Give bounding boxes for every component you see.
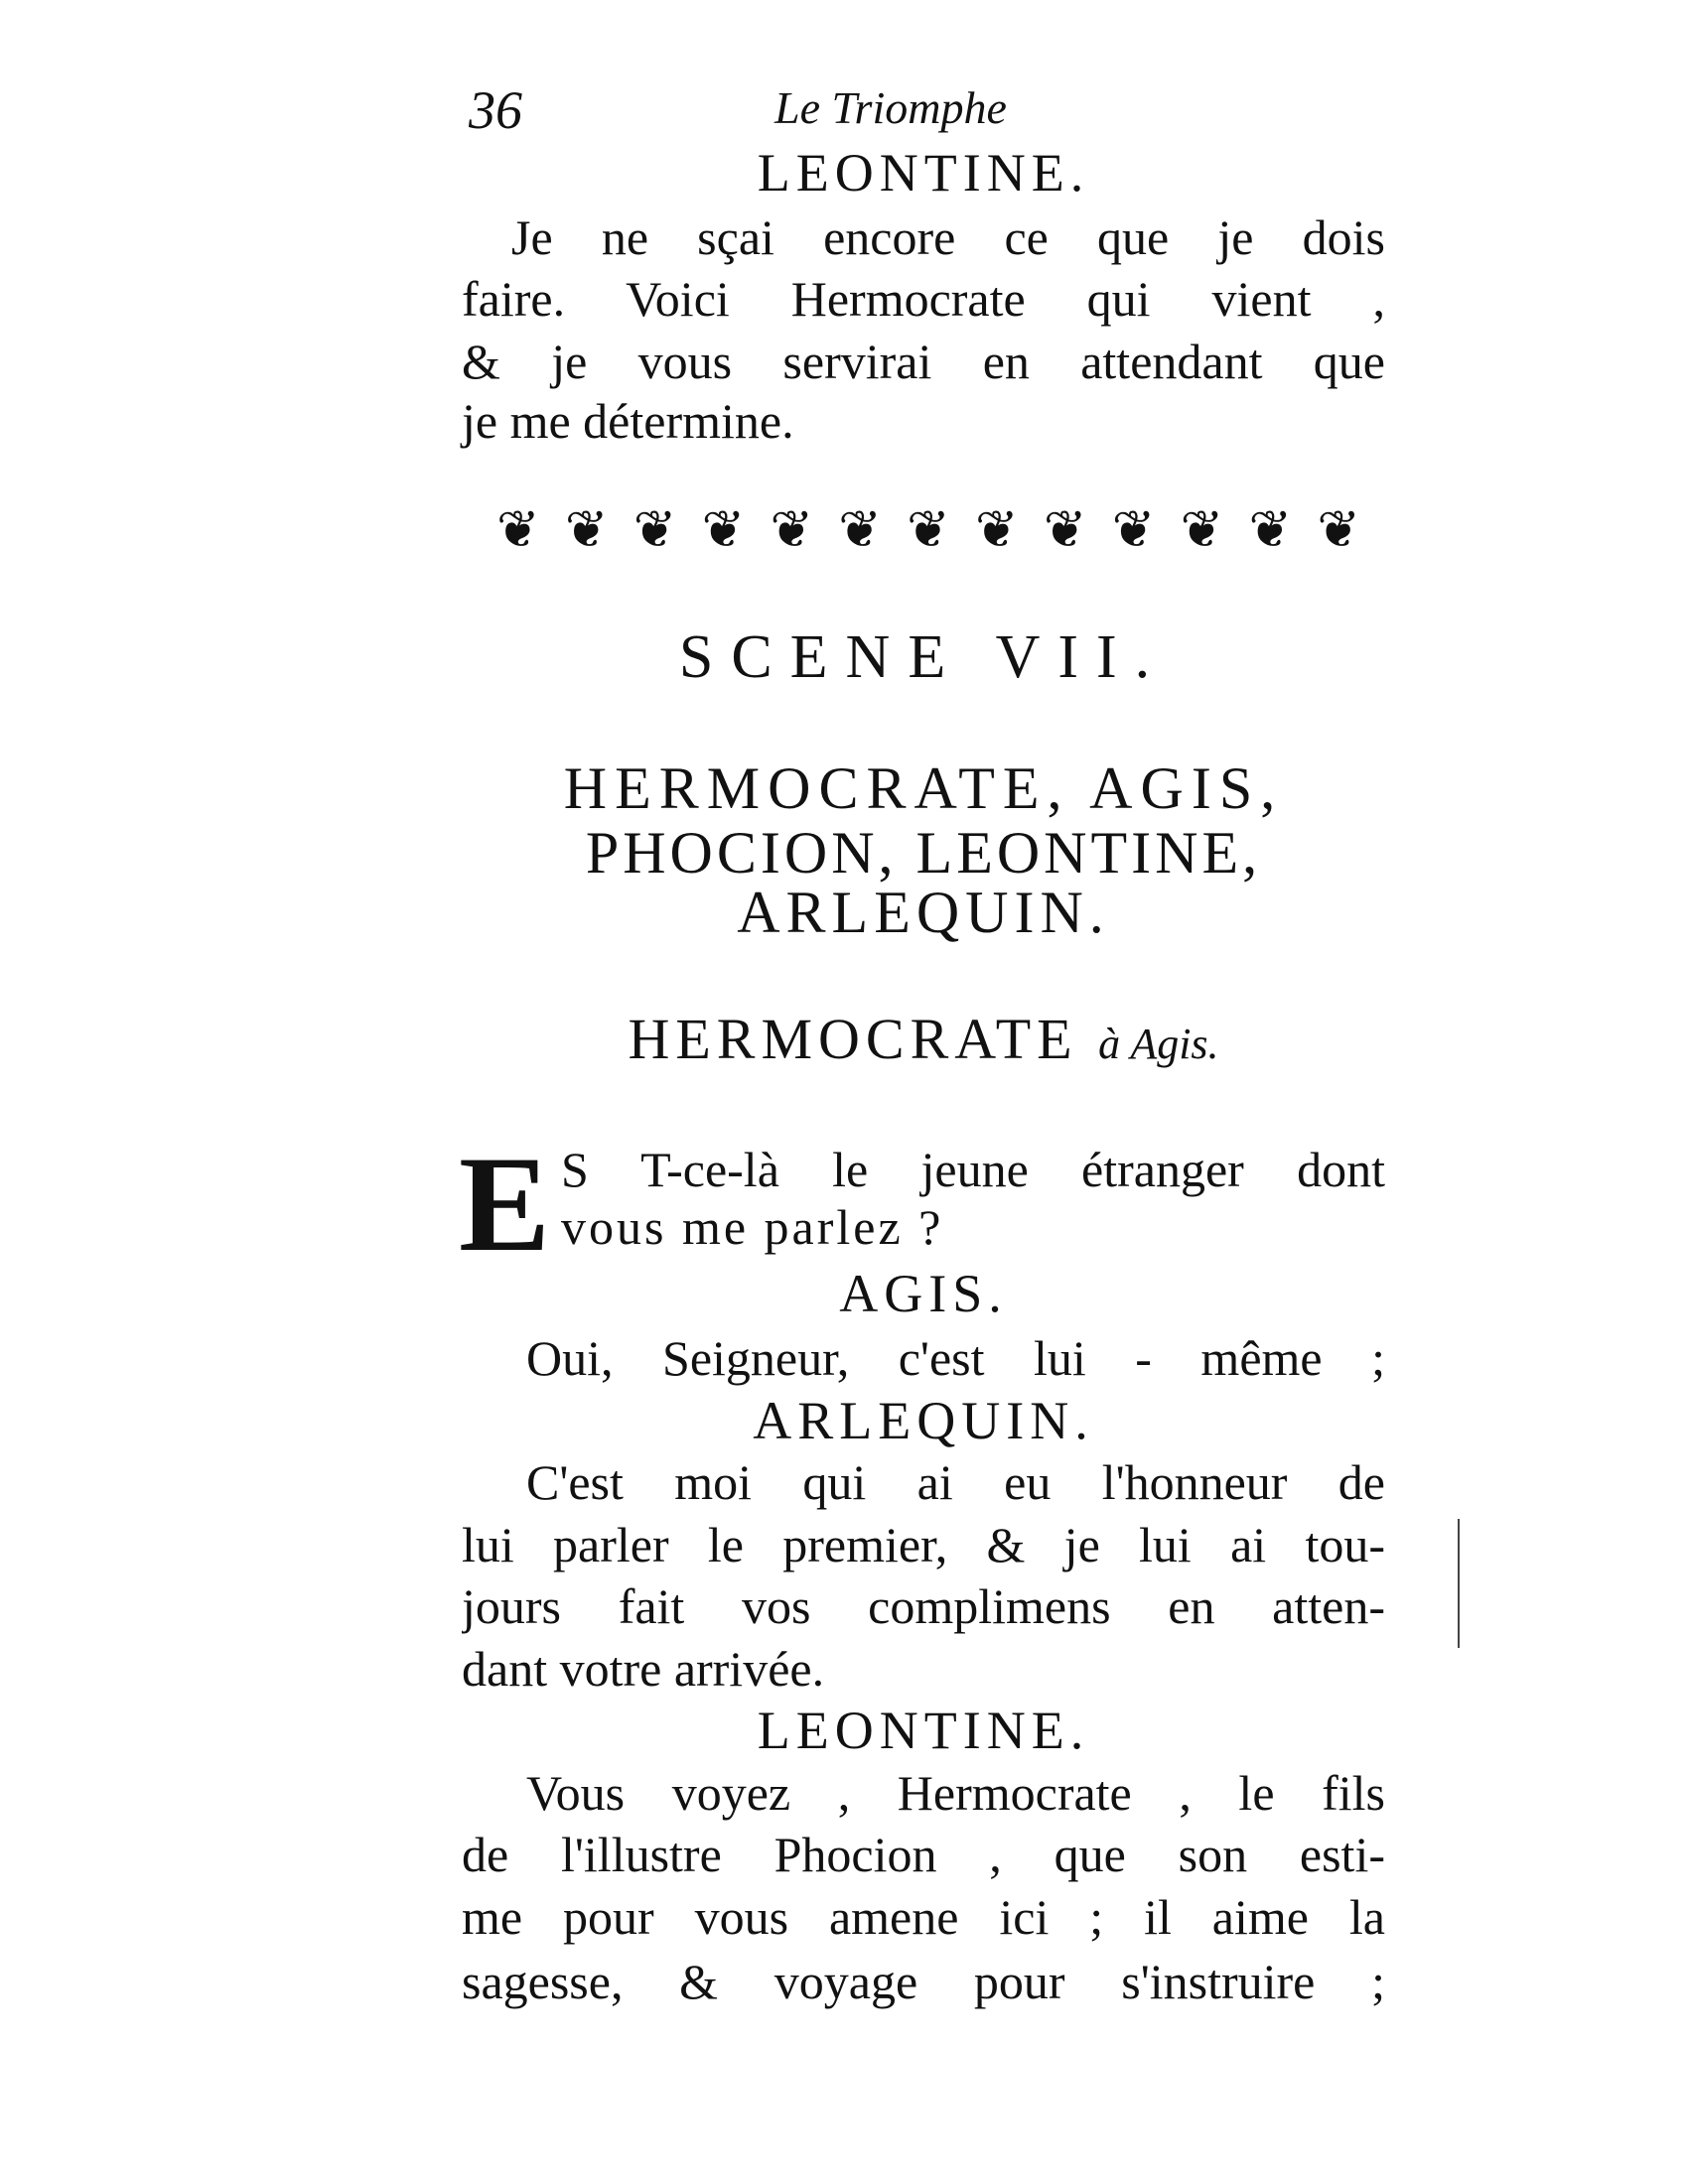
text-line: jours fait vos complimens en atten-: [462, 1578, 1385, 1634]
character-list: ARLEQUIN.: [737, 880, 1110, 945]
fleuron-icon: ❦: [770, 502, 814, 559]
fleuron-icon: ❦: [496, 502, 540, 559]
character-list: PHOCION, LEONTINE,: [585, 820, 1262, 886]
drop-cap: E: [459, 1128, 551, 1280]
fleuron-icon: ❦: [564, 502, 609, 559]
fleuron-icon: ❦: [838, 502, 882, 559]
fleuron-icon: ❦: [907, 502, 950, 559]
text-line: faire. Voici Hermocrate qui vient ,: [462, 271, 1385, 327]
fleuron-icon: ❦: [701, 502, 746, 559]
text-line: dant votre arrivée.: [462, 1641, 825, 1697]
page-number: 36: [469, 80, 522, 140]
speaker-name: AGIS.: [839, 1264, 1008, 1323]
fleuron-icon: ❦: [1043, 502, 1087, 559]
text-line: Vous voyez , Hermocrate , le fils: [526, 1765, 1385, 1821]
scan-edge-mark: [1458, 1519, 1460, 1648]
fleuron-icon: ❦: [1180, 502, 1224, 559]
fleuron-icon: ❦: [975, 502, 1019, 559]
speaker-line: [397, 1007, 1450, 1074]
speaker-name: LEONTINE.: [757, 143, 1090, 203]
text-line: Oui, Seigneur, c'est lui - même ;: [526, 1330, 1385, 1386]
text-line: & je vous servirai en attendant que: [462, 334, 1385, 389]
running-title: Le Triomphe: [774, 82, 1007, 133]
text-line: sagesse, & voyage pour s'instruire ;: [462, 1954, 1385, 2009]
text-line: vous me parlez ?: [561, 1199, 944, 1255]
text-line: S T-ce-là le jeune étranger dont: [561, 1142, 1385, 1197]
text-line: je me détermine.: [462, 393, 794, 449]
scene-title: SCENE VII.: [678, 623, 1169, 691]
text-line: Je ne sçai encore ce que je dois: [511, 209, 1385, 265]
character-list: HERMOCRATE, AGIS,: [563, 755, 1284, 821]
text-line: me pour vous amene ici ; il aime la: [462, 1889, 1385, 1945]
stage-direction: à Agis.: [1098, 1020, 1219, 1068]
text-line: de l'illustre Phocion , que son esti-: [462, 1827, 1385, 1882]
speaker-name: ARLEQUIN.: [753, 1391, 1094, 1450]
text-line: C'est moi qui ai eu l'honneur de: [526, 1454, 1385, 1510]
fleuron-icon: ❦: [633, 502, 677, 559]
speaker-name: LEONTINE.: [757, 1701, 1090, 1760]
fleuron-icon: ❦: [1111, 502, 1156, 559]
text-line: lui parler le premier, & je lui ai tou-: [462, 1517, 1385, 1572]
speaker-name: HERMOCRATE: [628, 1007, 1078, 1071]
fleuron-icon: ❦: [1317, 502, 1360, 559]
ornament-divider: [496, 501, 1360, 561]
fleuron-icon: ❦: [1248, 502, 1293, 559]
